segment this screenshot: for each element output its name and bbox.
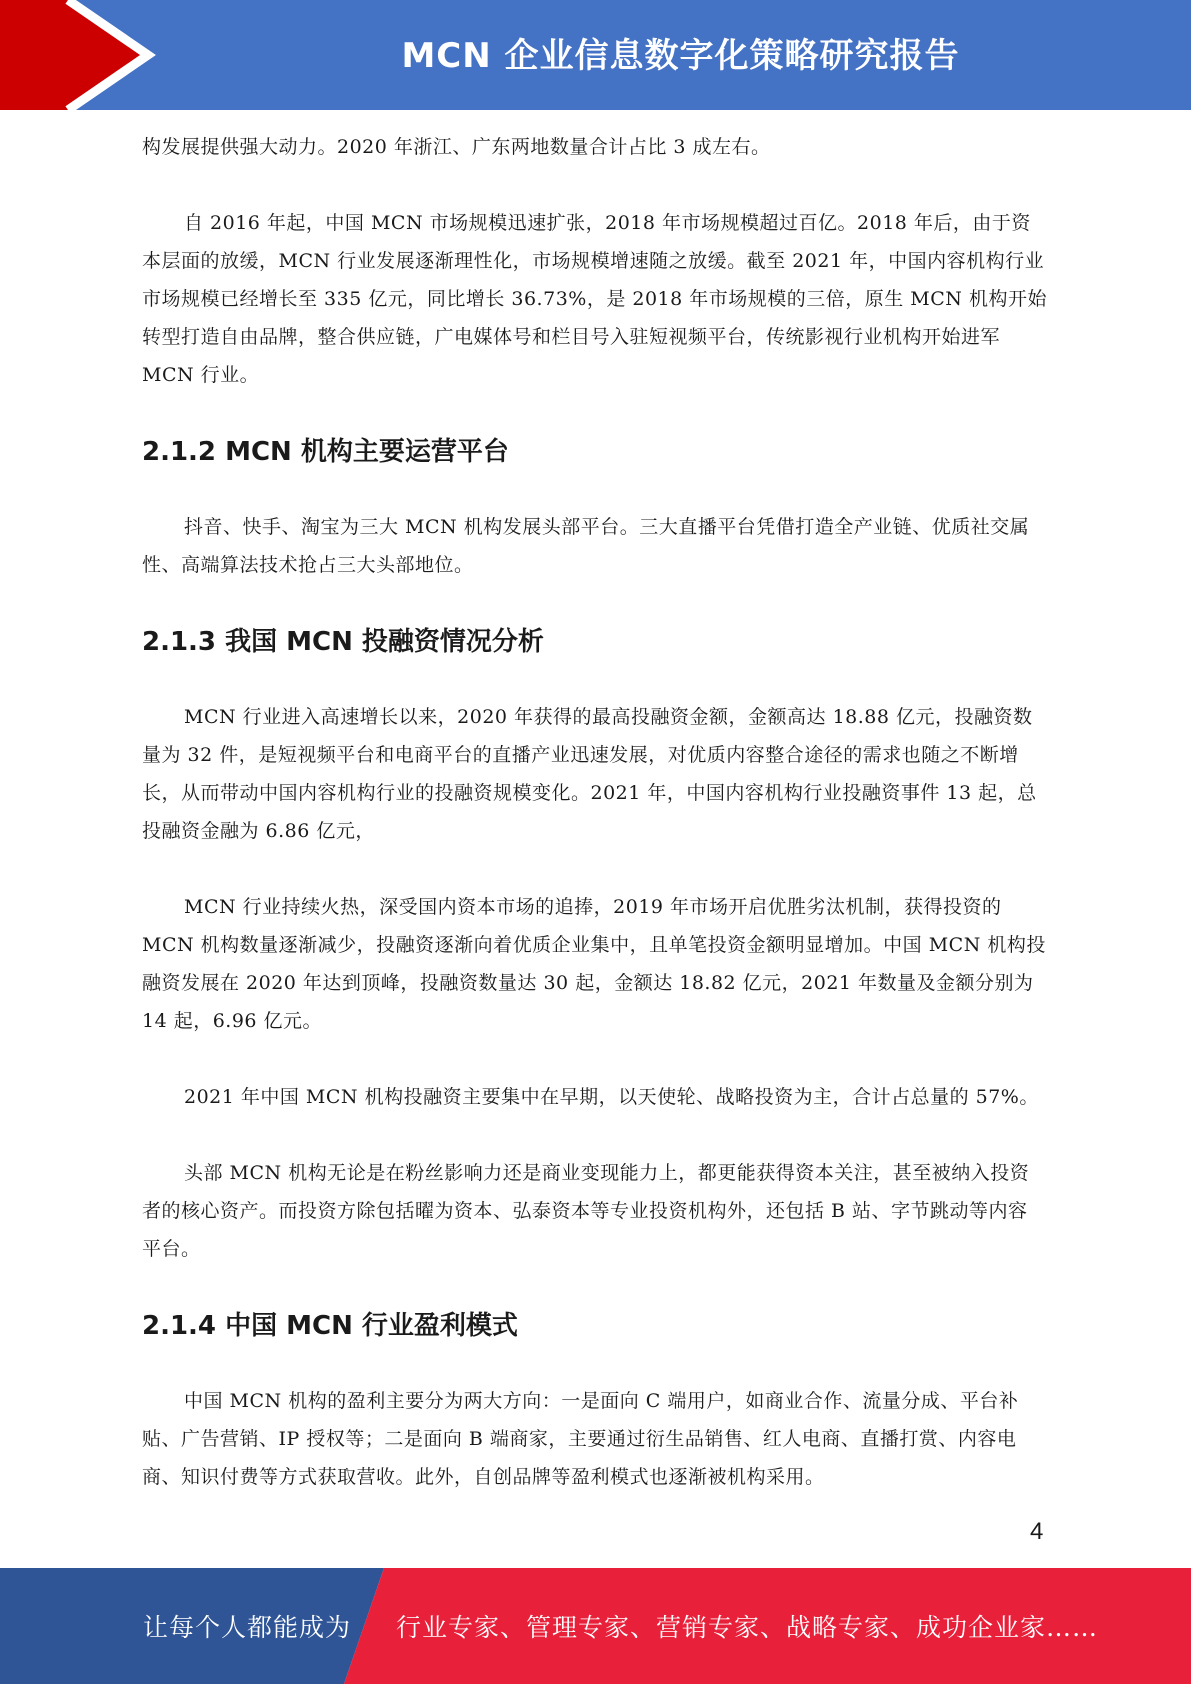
paragraph-continued: 构发展提供强大动力。2020 年浙江、广东两地数量合计占比 3 成左右。 bbox=[142, 136, 771, 158]
paragraph-investment-2: MCN 行业持续火热，深受国内资本市场的追捧，2019 年市场开启优胜劣汰机制，获得投资的 MCN 机构数量逐渐减少，投融资逐渐向着优质企业集中，且单笔投资金额明显增加。中国 MCN 机构投融资发展在 2020 年达到顶峰，投融资数量达 30 起，金额达 18.82 亿元，2021 年数量及金额分别为 14 起，6.96 亿元。 bbox=[142, 896, 1046, 1032]
page-number: 4 bbox=[1030, 1518, 1044, 1545]
paragraph-investment-4: 头部 MCN 机构无论是在粉丝影响力还是商业变现能力上，都更能获得资本关注，甚至被纳入投资者的核心资产。而投资方除包括曜为资本、弘泰资本等专业投资机构外，还包括 B 站、字节跳动等内容平台。 bbox=[142, 1162, 1030, 1260]
footer-slogan-right: 行业专家、管理专家、营销专家、战略专家、成功企业家…… bbox=[396, 1613, 1099, 1642]
paragraph-platforms: 抖音、快手、淘宝为三大 MCN 机构发展头部平台。三大直播平台凭借打造全产业链、优质社交属性、高端算法技术抢占三大头部地位。 bbox=[142, 516, 1030, 576]
page-body bbox=[142, 128, 1047, 1496]
footer-slogan-left: 让每个人都能成为 bbox=[143, 1613, 352, 1642]
page-footer bbox=[0, 1568, 1191, 1684]
section-heading-2-1-4: 2.1.4 中国 MCN 行业盈利模式 bbox=[142, 1311, 518, 1341]
paragraph-investment-3: 2021 年中国 MCN 机构投融资主要集中在早期，以天使轮、战略投资为主，合计占总量的 57%。 bbox=[184, 1086, 1039, 1108]
paragraph-market-scale: 自 2016 年起，中国 MCN 市场规模迅速扩张，2018 年市场规模超过百亿。2018 年后，由于资本层面的放缓，MCN 行业发展逐渐理性化，市场规模增速随之放缓。截至 2021 年，中国内容机构行业市场规模已经增长至 335 亿元，同比增长 36.73%，是 2018 年市场规模的三倍，原生 MCN 机构开始转型打造自由品牌，整合供应链，广电媒体号和栏目号入驻短视频平台，传统影视行业机构开始进军 MCN 行业。 bbox=[142, 212, 1047, 386]
section-heading-2-1-2: 2.1.2 MCN 机构主要运营平台 bbox=[142, 437, 509, 467]
paragraph-profit-model: 中国 MCN 机构的盈利主要分为两大方向：一是面向 C 端用户，如商业合作、流量分成、平台补贴、广告营销、IP 授权等；二是面向 B 端商家，主要通过衍生品销售、红人电商、直播打赏、内容电商、知识付费等方式获取营收。此外，自创品牌等盈利模式也逐渐被机构采用。 bbox=[142, 1390, 1019, 1488]
section-heading-2-1-3: 2.1.3 我国 MCN 投融资情况分析 bbox=[142, 627, 544, 657]
report-title: MCN 企业信息数字化策略研究报告 bbox=[401, 36, 960, 76]
page-header bbox=[0, 0, 1191, 110]
paragraph-investment-1: MCN 行业进入高速增长以来，2020 年获得的最高投融资金额，金额高达 18.88 亿元，投融资数量为 32 件，是短视频平台和电商平台的直播产业迅速发展，对优质内容整合途径的需求也随之不断增长，从而带动中国内容机构行业的投融资规模变化。2021 年，中国内容机构行业投融资事件 13 起，总投融资金融为 6.86 亿元， bbox=[142, 706, 1037, 842]
